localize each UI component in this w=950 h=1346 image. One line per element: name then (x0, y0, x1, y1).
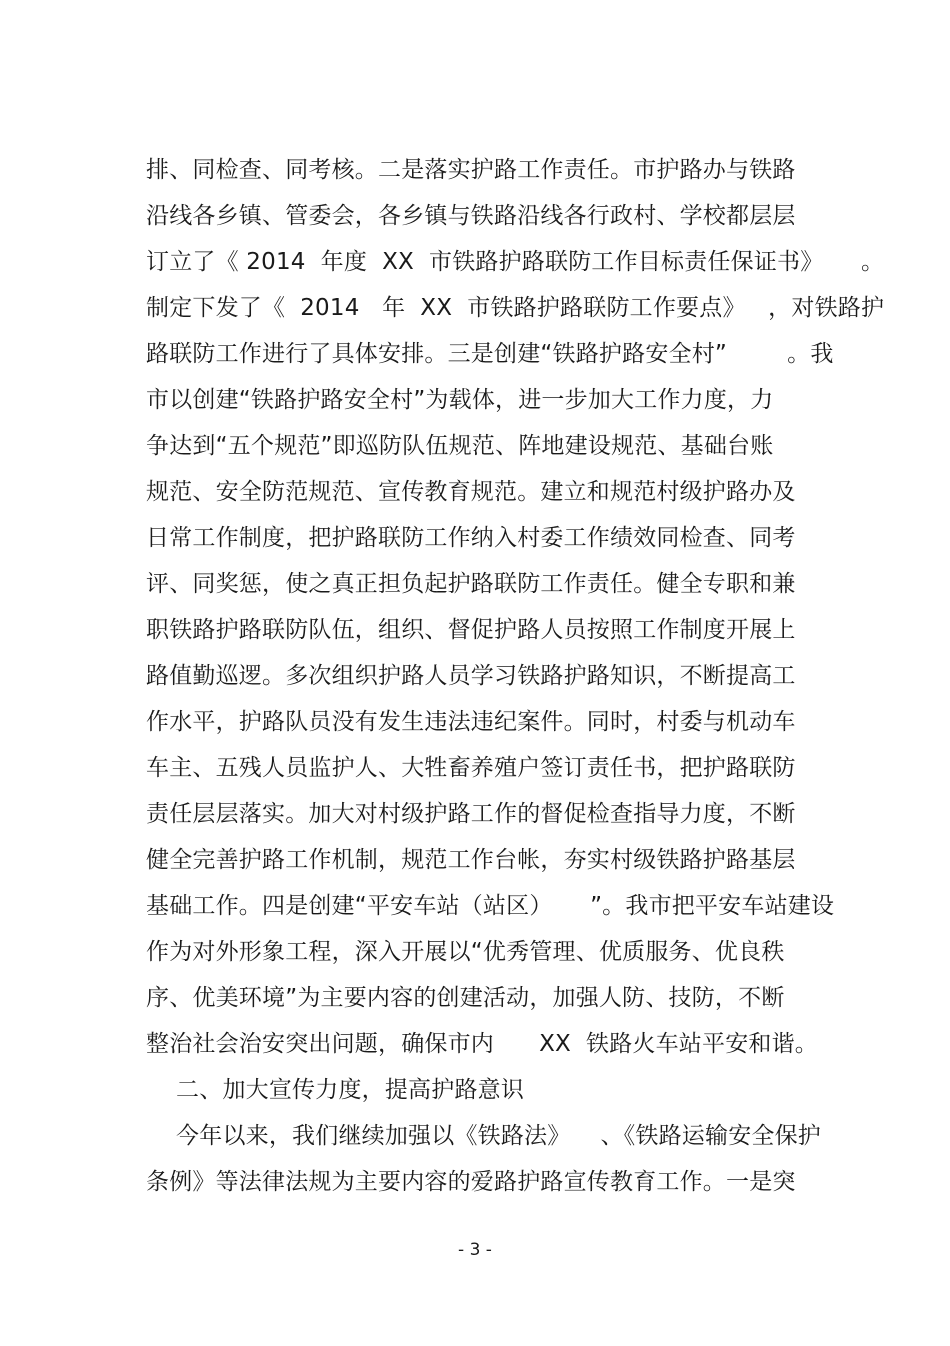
text-line-17: 基础工作。四是创建“平安车站（站区） ”。我市把平安车站建设 (146, 893, 835, 919)
text-line-15: 责任层层落实。加大对村级护路工作的督促检查指导力度，不断 (146, 801, 796, 827)
text-line-1: 排、同检查、同考核。二是落实护路工作责任。市护路办与铁路 (146, 157, 796, 183)
text-line-12: 路值勤巡逻。多次组织护路人员学习铁路护路知识，不断提高工 (146, 663, 796, 689)
text-line-8: 规范、安全防范规范、宣传教育规范。建立和规范村级护路办及 (146, 479, 796, 505)
text-line-10: 评、同奖惩，使之真正担负起护路联防工作责任。健全专职和兼 (146, 571, 796, 597)
page-number: - 3 - (458, 1240, 492, 1260)
text-line-2: 沿线各乡镇、管委会，各乡镇与铁路沿线各行政村、学校都层层 (146, 203, 796, 229)
text-line-19: 序、优美环境”为主要内容的创建活动，加强人防、技防，不断 (146, 985, 785, 1011)
text-line-3: 订立了《 2014 年度 XX 市铁路护路联防工作目标责任保证书》 。 (146, 249, 885, 275)
text-line-22: 今年以来，我们继续加强以《铁路法》 、《铁路运输安全保护 (146, 1123, 821, 1149)
text-line-14: 车主、五残人员监护人、大牲畜养殖户签订责任书，把护路联防 (146, 755, 796, 781)
text-line-7: 争达到“五个规范”即巡防队伍规范、阵地建设规范、基础台账 (146, 433, 774, 459)
text-line-20: 整治社会治安突出问题，确保市内 XX 铁路火车站平安和谐。 (146, 1031, 819, 1057)
text-line-13: 作水平，护路队员没有发生违法违纪案件。同时，村委与机动车 (146, 709, 796, 735)
text-line-9: 日常工作制度，把护路联防工作纳入村委工作绩效同检查、同考 (146, 525, 796, 551)
text-line-5: 路联防工作进行了具体安排。三是创建“铁路护路安全村” 。我 (146, 341, 834, 367)
text-line-4: 制定下发了《 2014 年 XX 市铁路护路联防工作要点》 ，对铁路护 (146, 295, 885, 321)
text-line-18: 作为对外形象工程，深入开展以“优秀管理、优质服务、优良秩 (146, 939, 785, 965)
text-line-16: 健全完善护路工作机制，规范工作台帐，夯实村级铁路护路基层 (146, 847, 796, 873)
text-line-23: 条例》等法律法规为主要内容的爱路护路宣传教育工作。一是突 (146, 1169, 796, 1195)
text-line-11: 职铁路护路联防队伍，组织、督促护路人员按照工作制度开展上 (146, 617, 796, 643)
section-heading: 二、加大宣传力度，提高护路意识 (146, 1077, 525, 1103)
text-line-6: 市以创建“铁路护路安全村”为载体，进一步加大工作力度，力 (146, 387, 774, 413)
